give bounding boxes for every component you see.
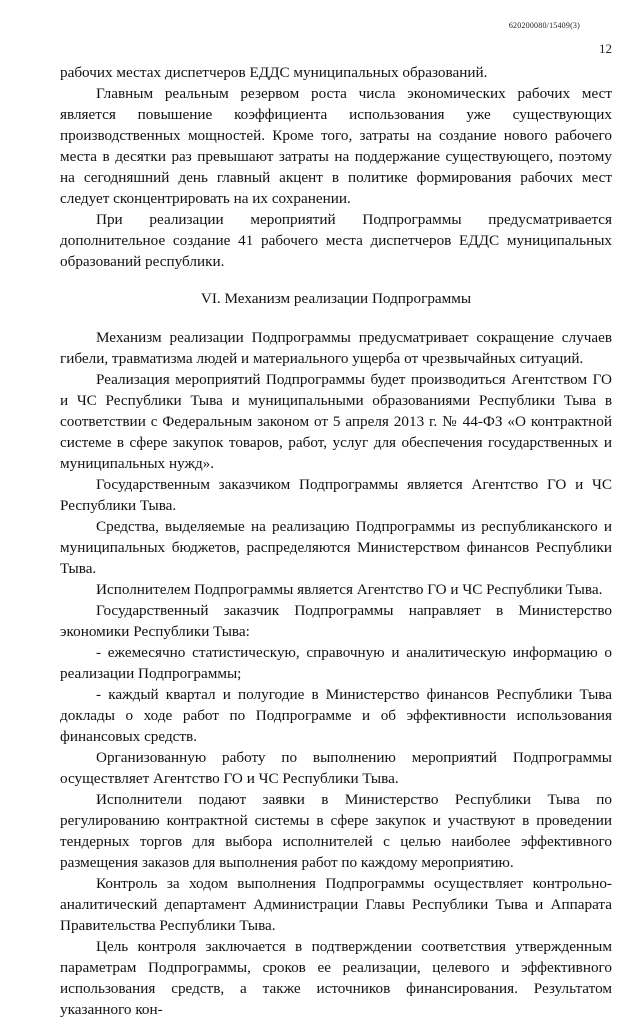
paragraph: Механизм реализации Подпрограммы предусматривает сокращение случаев гибели, травматизма людей и материального ущерба от чрезвычайных ситуаций.	[60, 329, 612, 367]
paragraph: Главным реальным резервом роста числа экономических рабочих мест является повышение коэффициента использования уже существующих производственных мощностей. Кроме того, затраты на создание нового рабочего места в десятки раз превышают затраты на поддержание существующего, поэтому на сегодняшний день главный акцент в политике формирования рабочих мест следует сконцентрировать на их сохранении.	[60, 85, 612, 207]
page-number: 12	[599, 41, 612, 56]
document-body	[60, 62, 612, 1020]
paragraph: Средства, выделяемые на реализацию Подпрограммы из республиканского и муниципальных бюджетов, распределяются Министерством финансов Республики Тыва.	[60, 518, 612, 577]
paragraph: Государственным заказчиком Подпрограммы является Агентство ГО и ЧС Республики Тыва.	[60, 476, 612, 514]
document-id: 620200080/15409(3)	[508, 21, 580, 30]
paragraph: Исполнителем Подпрограммы является Агентство ГО и ЧС Республики Тыва.	[96, 581, 603, 598]
paragraph: Реализация мероприятий Подпрограммы будет производиться Агентством ГО и ЧС Республики Тыва и муниципальными образованиями Республики Тыва в соответствии с Федеральным законом от 5 апреля 2013 г. № 44-ФЗ «О контрактной системе в сфере закупок товаров, работ, услуг для обеспечения государственных и муниципальных нужд».	[60, 371, 612, 472]
list-item: - ежемесячно статистическую, справочную и аналитическую информацию о реализации Подпрограммы;	[60, 644, 612, 682]
paragraph: Исполнители подают заявки в Министерство Республики Тыва по регулированию контрактной системы в сфере закупок и участвуют в проведении тендерных торгов для выбора исполнителей с целью наиболее эффективного размещения заказов для выполнения работ по каждому мероприятию.	[60, 791, 612, 871]
paragraph: Цель контроля заключается в подтверждении соответствия утвержденным параметрам Подпрограммы, сроков ее реализации, целевого и эффективного использования средств, а также источников финансирования. Результатом указанного кон-	[60, 938, 612, 1018]
list-item: - каждый квартал и полугодие в Министерство финансов Республики Тыва доклады о ходе работ по Подпрограмме и об эффективности использования финансовых средств.	[60, 686, 612, 745]
paragraph: Организованную работу по выполнению мероприятий Подпрограммы осуществляет Агентство ГО и ЧС Республики Тыва.	[60, 749, 612, 787]
paragraph: Государственный заказчик Подпрограммы направляет в Министерство экономики Республики Тыва:	[60, 602, 612, 640]
paragraph: При реализации мероприятий Подпрограммы предусматривается дополнительное создание 41 рабочего места диспетчеров ЕДДС муниципальных образований республики.	[60, 211, 612, 270]
paragraph-continuation: рабочих местах диспетчеров ЕДДС муниципальных образований.	[60, 64, 488, 81]
paragraph: Контроль за ходом выполнения Подпрограммы осуществляет контрольно-аналитический департамент Администрации Главы Республики Тыва и Аппарата Правительства Республики Тыва.	[60, 875, 612, 934]
section-heading: VI. Механизм реализации Подпрограммы	[200, 290, 472, 307]
